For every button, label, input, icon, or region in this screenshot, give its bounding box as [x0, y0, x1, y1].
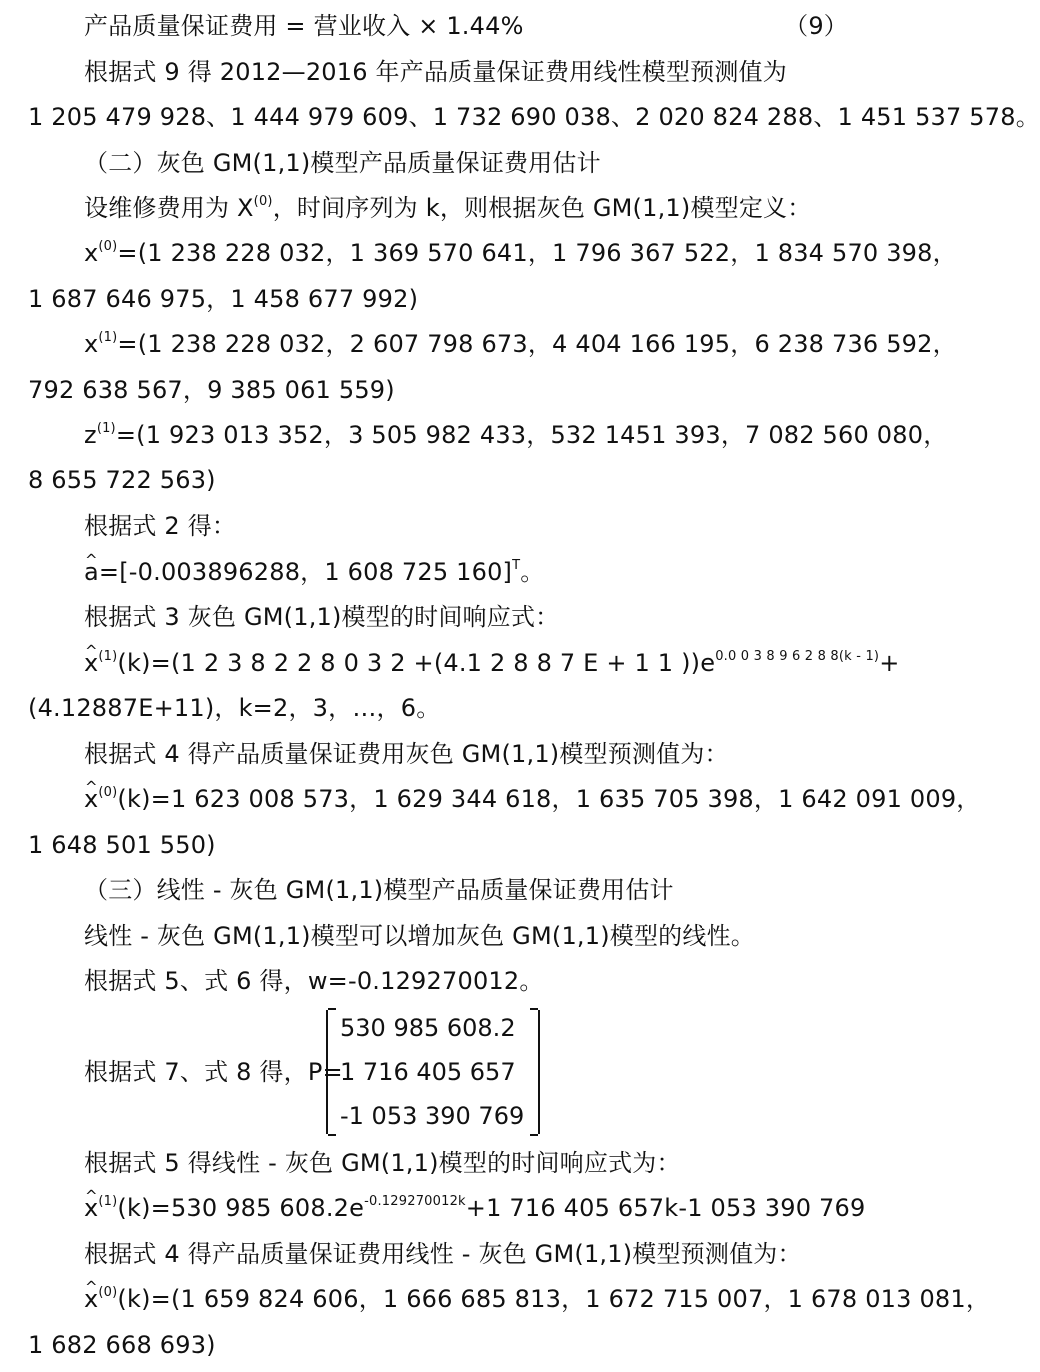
paragraph-line: 线性 - 灰色 GM(1,1)模型可以增加灰色 GM(1,1)模型的线性。: [84, 922, 755, 950]
sequence-x1-cont: 792 638 567，9 385 061 559): [28, 376, 395, 404]
paragraph-line: 根据式 4 得产品质量保证费用灰色 GM(1,1)模型预测值为：: [84, 740, 729, 768]
matrix-row: 1 716 405 657: [340, 1058, 516, 1086]
time-response-equation: ^ $x^{(1)}(k)=(1$ 2 3 8 2 2 8 0 3 2 +(4.1 2 8 8 7 E + 1 1 ))$e^{0.0 0 3 8 9 6 2 8 8(k - 1)}+$: [84, 647, 874, 679]
sequence-x0-cont: 1 687 646 975，1 458 677 992): [28, 285, 419, 313]
matrix-p: [326, 1010, 540, 1134]
equation-number: （9）: [784, 12, 848, 40]
linear-gray-prediction-values-cont: 1 682 668 693): [28, 1331, 216, 1359]
matrix-row: 530 985 608.2: [340, 1014, 516, 1042]
paragraph-line: 根据式 4 得产品质量保证费用线性 - 灰色 GM(1,1)模型预测值为：: [84, 1240, 802, 1268]
sequence-x0: $x^{(0)}=(1$ 238 228 032，1 369 570 641，1 796 367 522，1 834 570 398，: [84, 239, 957, 267]
sequence-z1-cont: 8 655 722 563): [28, 466, 216, 494]
sequence-x1: $x^{(1)}=(1$ 238 228 032，2 607 798 673，4 404 166 195，6 238 736 592，: [84, 330, 957, 358]
gm-prediction-values: ^ $x^{(0)}(k)=1$ 623 008 573，1 629 344 618，1 635 705 398，1 642 091 009，: [84, 783, 874, 815]
matrix-row: -1 053 390 769: [340, 1102, 525, 1130]
equation-text: 产品质量保证费用 = 营业收入 × 1.44%: [84, 12, 524, 40]
parameter-a-hat: ^ a=[-0.003896288，1 608 725 160]$^T$。: [84, 556, 874, 588]
section-heading-3: （三）线性 - 灰色 GM(1,1)模型产品质量保证费用估计: [84, 876, 674, 904]
gm-prediction-values-cont: 1 648 501 550): [28, 831, 216, 859]
linear-gray-time-response: ^ $x^{(1)}(k)=530$ 985 $608.2e^{-0.129270012k}+1$ 716 405 657k-1 053 390 769: [84, 1192, 874, 1224]
paragraph-line: 根据式 3 灰色 GM(1,1)模型的时间响应式：: [84, 603, 560, 631]
time-response-equation-cont: (4.12887E+11)，k=2，3，…，6。: [28, 694, 441, 722]
linear-gray-prediction-values: ^ $x^{(0)}(k)=(1$ 659 824 606，1 666 685 813，1 672 715 007，1 678 013 081，: [84, 1283, 874, 1315]
section-heading-2: （二）灰色 GM(1,1)模型产品质量保证费用估计: [84, 149, 601, 177]
sequence-z1: $z^{(1)}=(1$ 923 013 352，3 505 982 433，532 1451 393，7 082 560 080，: [84, 421, 948, 449]
paragraph-line: 1 205 479 928、1 444 979 609、1 732 690 038、2 020 824 288、1 451 537 578。: [28, 103, 1040, 131]
paragraph-line: 根据式 9 得 2012—2016 年产品质量保证费用线性模型预测值为: [84, 58, 787, 86]
equation-9: [84, 10, 874, 42]
paragraph-line: 根据式 5 得线性 - 灰色 GM(1,1)模型的时间响应式为：: [84, 1149, 681, 1177]
paragraph-line: 根据式 5、式 6 得，w=-0.129270012。: [84, 967, 544, 995]
paragraph-line: 根据式 2 得：: [84, 512, 237, 540]
paragraph-line: 根据式 7、式 8 得，P=: [84, 1058, 343, 1086]
paragraph-line: 设维修费用为 $X^{(0)}$，时间序列为 k，则根据灰色 GM(1,1)模型定义：: [84, 194, 812, 222]
